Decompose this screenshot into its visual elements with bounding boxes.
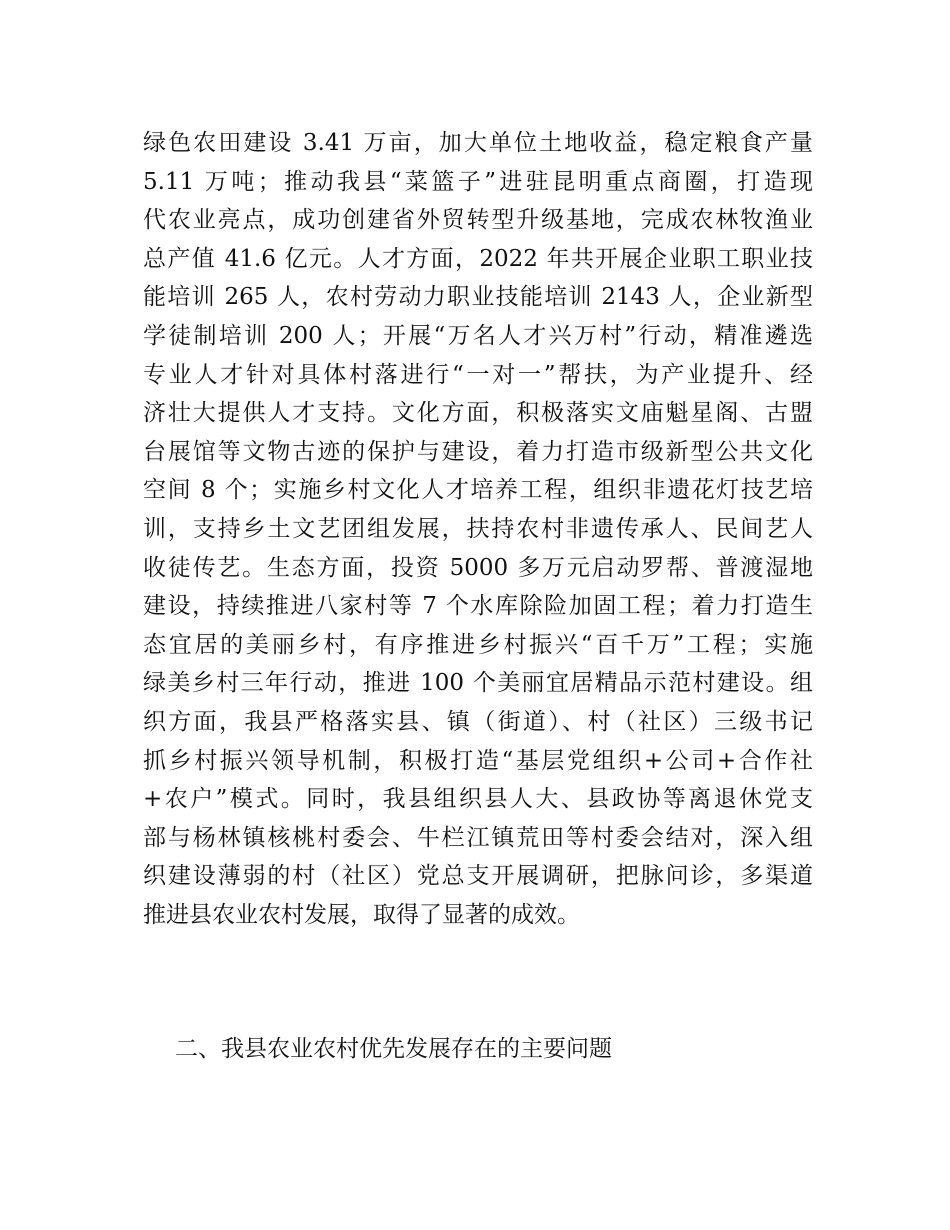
paragraph-line: 织方面，我县严格落实县、镇（街道）、村（社区）三级书记 xyxy=(143,708,813,735)
paragraph-line: 训，支持乡土文艺团组发展，扶持农村非遗传承人、民间艺人 xyxy=(143,515,813,542)
paragraph-line: 收徒传艺。生态方面，投资 5000 多万元启动罗帮、普渡湿地 xyxy=(143,554,813,581)
paragraph-line: 代农业亮点，成功创建省外贸转型升级基地，完成农林牧渔业 xyxy=(143,207,813,234)
section-heading: 二、我县农业农村优先发展存在的主要问题 xyxy=(175,1036,612,1062)
paragraph-line: 总产值 41.6 亿元。人才方面，2022 年共开展企业职工职业技 xyxy=(143,245,813,272)
paragraph-line: 台展馆等文物古迹的保护与建设，着力打造市级新型公共文化 xyxy=(143,438,813,465)
paragraph-line: 5.11 万吨；推动我县“菜篮子”进驻昆明重点商圈，打造现 xyxy=(143,168,813,195)
paragraph-line: 济壮大提供人才支持。文化方面，积极落实文庙魁星阁、古盟 xyxy=(143,400,813,427)
paragraph-line: 绿美乡村三年行动，推进 100 个美丽宜居精品示范村建设。组 xyxy=(143,670,813,697)
paragraph-line: 织建设薄弱的村（社区）党总支开展调研，把脉问诊，多渠道 xyxy=(143,863,813,890)
paragraph-line: 能培训 265 人，农村劳动力职业技能培训 2143 人，企业新型 xyxy=(143,284,813,311)
paragraph-line: 空间 8 个；实施乡村文化人才培养工程，组织非遗花灯技艺培 xyxy=(143,477,813,504)
paragraph-line: 专业人才针对具体村落进行“一对一”帮扶，为产业提升、经 xyxy=(143,361,813,388)
paragraph-line: 部与杨林镇核桃村委会、牛栏江镇荒田等村委会结对，深入组 xyxy=(143,824,813,851)
paragraph-line: 抓乡村振兴领导机制，积极打造“基层党组织+公司+合作社 xyxy=(143,747,813,774)
paragraph-line: 学徒制培训 200 人；开展“万名人才兴万村”行动，精准遴选 xyxy=(143,322,813,349)
paragraph-line: 推进县农业农村发展，取得了显著的成效。 xyxy=(143,901,580,928)
paragraph-line: 建设，持续推进八家村等 7 个水库除险加固工程；着力打造生 xyxy=(143,593,813,620)
body-paragraph xyxy=(143,124,813,934)
paragraph-line: +农户”模式。同时，我县组织县人大、县政协等离退休党支 xyxy=(143,786,813,813)
paragraph-line: 绿色农田建设 3.41 万亩，加大单位土地收益，稳定粮食产量 xyxy=(143,130,813,156)
paragraph-line: 态宜居的美丽乡村，有序推进乡村振兴“百千万”工程；实施 xyxy=(143,631,813,658)
